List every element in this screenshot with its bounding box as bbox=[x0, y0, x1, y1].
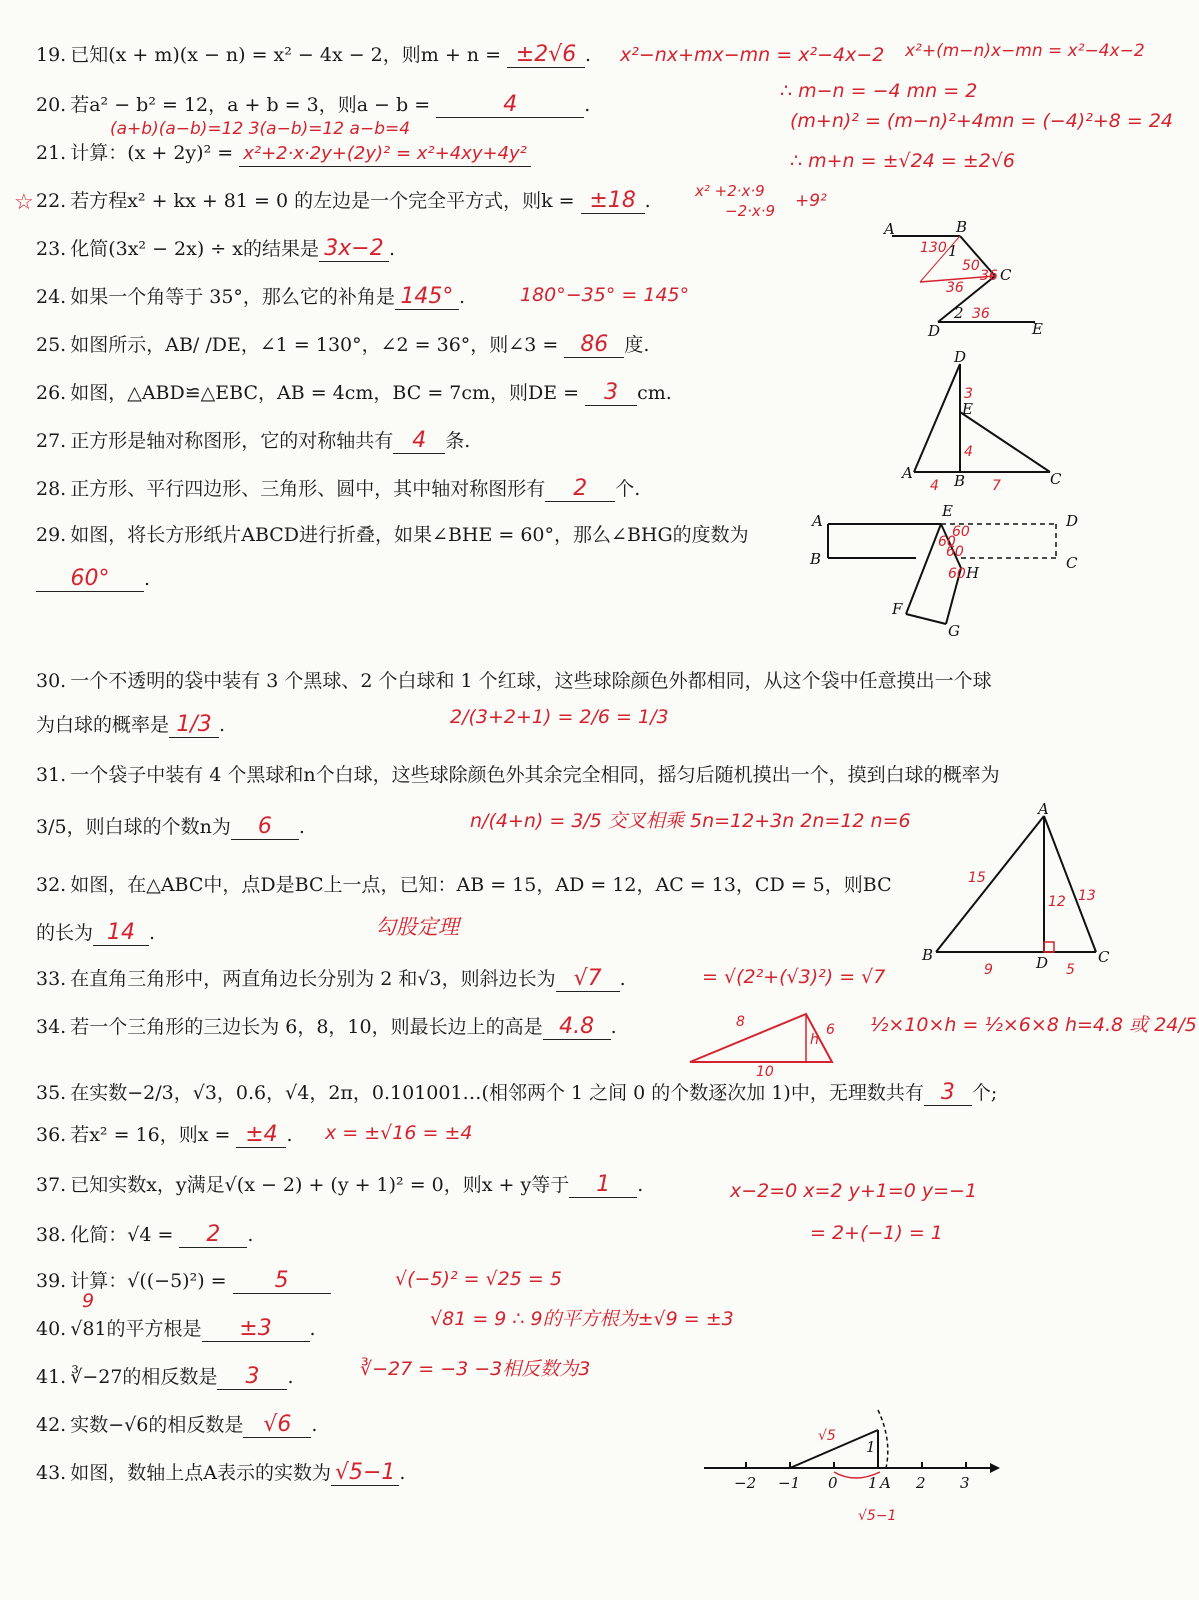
note-q19e: ∴ m+n = ±√24 = ±2√6 bbox=[790, 150, 1016, 172]
answer-blank: √7 bbox=[556, 967, 620, 992]
fig25-label-A: A bbox=[884, 220, 895, 238]
question-number: 22. bbox=[36, 190, 67, 212]
note-q37b: = 2+(−1) = 1 bbox=[810, 1222, 943, 1244]
answer-blank: 3x−2 bbox=[319, 237, 389, 262]
fig34-mark-10: 10 bbox=[756, 1064, 774, 1080]
fig25-label-B: B bbox=[956, 218, 968, 236]
question-text: 计算：√((−5)²) = bbox=[70, 1270, 233, 1292]
fig29-label-C: C bbox=[1066, 554, 1078, 572]
note-q41: ∛−27 = −3 −3相反数为3 bbox=[360, 1358, 591, 1380]
question-tail: . bbox=[584, 94, 591, 116]
question-tail: cm. bbox=[637, 382, 672, 404]
answer-blank: x²+2·x·2y+(2y)² = x²+4xy+4y² bbox=[239, 142, 531, 167]
question-number: 33. bbox=[36, 968, 67, 990]
question-continuation bbox=[36, 920, 155, 946]
question-number: 32. bbox=[36, 874, 67, 896]
fig43-tick-3: 3 bbox=[960, 1474, 970, 1492]
fig32-label-B: B bbox=[922, 946, 934, 964]
question-text: 如图，在△ABC中，点D是BC上一点，已知：AB = 15，AD = 12，AC = 13，CD = 5，则BC bbox=[70, 874, 892, 896]
fig34-mark-6: 6 bbox=[826, 1022, 835, 1038]
fig26-label-B: B bbox=[954, 472, 966, 490]
answer-blank: 3 bbox=[585, 381, 637, 406]
fig34-mark-8: 8 bbox=[736, 1014, 745, 1030]
note-q22a: x² +2·x·9 bbox=[695, 182, 765, 200]
answer-blank: √6 bbox=[243, 1413, 311, 1438]
note-q32: 勾股定理 bbox=[375, 915, 459, 939]
question-text: 如图，数轴上点A表示的实数为 bbox=[70, 1462, 331, 1484]
question-text: 在实数−2/3，√3，0.6，√4，2π，0.101001…(相邻两个 1 之间 0 的个数逐次加 1)中，无理数共有 bbox=[70, 1082, 924, 1104]
question-row bbox=[36, 1222, 253, 1248]
note-q19c: ∴ m−n = −4 mn = 2 bbox=[780, 80, 978, 102]
fig34-mark-h: h bbox=[810, 1032, 819, 1048]
question-tail: . bbox=[298, 816, 305, 838]
fig25-label-C: C bbox=[1000, 266, 1012, 284]
note-q22b: −2·x·9 bbox=[725, 202, 776, 220]
fig29-label-D: D bbox=[1066, 512, 1079, 530]
question-row bbox=[36, 1172, 643, 1198]
question-number: 25. bbox=[36, 334, 67, 356]
question-row bbox=[36, 1460, 405, 1486]
fig29-mark-60a: 60 bbox=[938, 534, 956, 550]
answer-blank: 4 bbox=[436, 93, 584, 118]
answer-blank: 60° bbox=[36, 567, 144, 592]
question-tail: . bbox=[619, 968, 626, 990]
question-number: 29. bbox=[36, 524, 67, 546]
question-tail: . bbox=[144, 568, 151, 590]
question-number: 23. bbox=[36, 238, 67, 260]
answer-blank: 2 bbox=[179, 1223, 247, 1248]
fig25-mark-36b: 36 bbox=[946, 280, 964, 296]
fig25-label-E: E bbox=[1032, 320, 1043, 338]
question-row bbox=[36, 92, 590, 118]
question-number: 27. bbox=[36, 430, 67, 452]
answer-blank: 4.8 bbox=[543, 1015, 611, 1040]
fig25-label-D: D bbox=[928, 322, 941, 340]
fig26-mark-7: 7 bbox=[992, 478, 1001, 494]
note-q19d: (m+n)² = (m−n)²+4mn = (−4)²+8 = 24 bbox=[790, 110, 1174, 132]
question-row bbox=[36, 284, 465, 310]
question-text: 化简(3x² − 2x) ÷ x的结果是 bbox=[70, 238, 319, 260]
question-text: 正方形是轴对称图形，它的对称轴共有 bbox=[70, 430, 394, 452]
question-row bbox=[36, 428, 470, 454]
question-text: 如图，△ABD≌△EBC，AB = 4cm，BC = 7cm，则DE = bbox=[70, 382, 586, 404]
question-tail: . bbox=[637, 1174, 644, 1196]
fig26-mark-3: 3 bbox=[964, 386, 973, 402]
answer-blank: ±2√6 bbox=[507, 43, 585, 68]
question-tail: . bbox=[610, 1016, 617, 1038]
answer-blank: 86 bbox=[564, 333, 624, 358]
question-tail: . bbox=[388, 238, 396, 260]
question-tail: . bbox=[219, 714, 226, 736]
fig43-mark-sqrt5: √5 bbox=[818, 1428, 836, 1444]
question-text-cont: 3/5，则白球的个数n为 bbox=[36, 816, 231, 838]
figure-34 bbox=[686, 1004, 846, 1080]
question-tail: . bbox=[644, 190, 651, 212]
fig32-mark-13: 13 bbox=[1078, 888, 1096, 904]
question-number: 24. bbox=[36, 286, 67, 308]
question-number: 41. bbox=[36, 1366, 67, 1388]
question-text: 计算：(x + 2y)² = bbox=[70, 142, 240, 164]
question-row bbox=[36, 1080, 997, 1106]
question-text: 一个袋子中装有 4 个黑球和n个白球，这些球除颜色外其余完全相同，摇匀后随机摸出一个，摸到白球的概率为 bbox=[70, 764, 1000, 786]
note-q40: √81 = 9 ∴ 9的平方根为±√9 = ±3 bbox=[430, 1308, 734, 1330]
note-q39: √(−5)² = √25 = 5 bbox=[395, 1268, 562, 1290]
fig29-label-B: B bbox=[810, 550, 822, 568]
question-text: √81的平方根是 bbox=[70, 1318, 202, 1340]
question-row bbox=[36, 1268, 331, 1294]
note-q36: x = ±√16 = ±4 bbox=[325, 1122, 473, 1144]
fig25-mark-36c: 36 bbox=[972, 306, 990, 322]
fig26-label-D: D bbox=[954, 348, 967, 366]
note-q31: n/(4+n) = 3/5 交叉相乘 5n=12+3n 2n=12 n=6 bbox=[470, 810, 911, 832]
question-row bbox=[36, 966, 626, 992]
question-number: 40. bbox=[36, 1318, 67, 1340]
figure-25 bbox=[880, 218, 1060, 342]
question-tail: . bbox=[458, 286, 465, 308]
question-tail: 个; bbox=[971, 1082, 998, 1104]
note-q33: = √(2²+(√3)²) = √7 bbox=[702, 966, 886, 988]
fig25-mark-130: 130 bbox=[920, 240, 947, 256]
fig25-mark-36a: 36 bbox=[980, 268, 998, 284]
question-row bbox=[36, 872, 892, 898]
question-tail: 个. bbox=[615, 478, 641, 500]
question-tail: . bbox=[286, 1124, 293, 1146]
question-continuation bbox=[36, 712, 225, 738]
answer-blank: 145° bbox=[395, 285, 459, 310]
fig26-label-E: E bbox=[962, 400, 973, 418]
question-number: 42. bbox=[36, 1414, 67, 1436]
question-row bbox=[36, 332, 649, 358]
question-text: 化简：√4 = bbox=[70, 1224, 180, 1246]
note-q19b: x²+(m−n)x−mn = x²−4x−2 bbox=[905, 41, 1145, 61]
question-tail: . bbox=[149, 922, 156, 944]
question-row bbox=[36, 188, 651, 214]
answer-blank: 14 bbox=[93, 921, 149, 946]
fig29-mark-60c: 60 bbox=[946, 544, 964, 560]
fig43-label-A: A bbox=[880, 1474, 891, 1492]
question-text: 如图所示，AB/ /DE，∠1 = 130°，∠2 = 36°，则∠3 = bbox=[70, 334, 565, 356]
question-tail: . bbox=[287, 1366, 294, 1388]
question-row bbox=[36, 42, 591, 68]
question-text: 若一个三角形的三边长为 6，8，10，则最长边上的高是 bbox=[70, 1016, 543, 1038]
question-continuation bbox=[36, 814, 305, 840]
note-q30: 2/(3+2+1) = 2/6 = 1/3 bbox=[450, 706, 669, 728]
question-text: 如图，将长方形纸片ABCD进行折叠，如果∠BHE = 60°，那么∠BHG的度数为 bbox=[70, 524, 749, 546]
fig43-mark-1: 1 bbox=[866, 1438, 876, 1456]
fig43-tick-0: 0 bbox=[828, 1474, 838, 1492]
question-text: ∛−27的相反数是 bbox=[70, 1366, 218, 1388]
question-row bbox=[36, 1364, 293, 1390]
note-q20: (a+b)(a−b)=12 3(a−b)=12 a−b=4 bbox=[110, 119, 411, 139]
fig43-tick-m2: −2 bbox=[734, 1474, 757, 1492]
question-number: 36. bbox=[36, 1124, 67, 1146]
question-tail: . bbox=[399, 1462, 406, 1484]
question-number: 39. bbox=[36, 1270, 67, 1292]
question-number: 35. bbox=[36, 1082, 67, 1104]
star-mark: ☆ bbox=[14, 190, 34, 215]
note-q22c: +9² bbox=[795, 191, 827, 211]
question-tail: . bbox=[247, 1224, 254, 1246]
question-continuation bbox=[36, 566, 150, 592]
figure-29 bbox=[806, 502, 1086, 641]
question-text: 一个不透明的袋中装有 3 个黑球、2 个白球和 1 个红球，这些球除颜色外都相同，从这个袋中任意摸出一个球 bbox=[70, 670, 992, 692]
fig29-mark-60d: 60 bbox=[948, 566, 966, 582]
fig32-label-A: A bbox=[1038, 800, 1049, 818]
question-text: 正方形、平行四边形、三角形、圆中，其中轴对称图形有 bbox=[70, 478, 546, 500]
question-number: 28. bbox=[36, 478, 67, 500]
question-row bbox=[36, 522, 749, 548]
question-text: 在直角三角形中，两直角边长分别为 2 和√3，则斜边长为 bbox=[70, 968, 556, 990]
question-row bbox=[36, 1122, 293, 1148]
question-tail: 度. bbox=[624, 334, 650, 356]
question-text: 若x² = 16，则x = bbox=[70, 1124, 237, 1146]
question-number: 38. bbox=[36, 1224, 67, 1246]
question-number: 19. bbox=[36, 44, 67, 66]
fig25-label-2: 2 bbox=[954, 304, 964, 322]
note-q40-top: 9 bbox=[82, 1290, 95, 1312]
fig26-label-C: C bbox=[1050, 470, 1062, 488]
fig26-mark-4b: 4 bbox=[930, 478, 939, 494]
question-number: 34. bbox=[36, 1016, 67, 1038]
question-row bbox=[36, 1412, 317, 1438]
question-text: 若方程x² + kx + 81 = 0 的左边是一个完全平方式，则k = bbox=[70, 190, 581, 212]
question-text-cont: 为白球的概率是 bbox=[36, 714, 170, 736]
question-row bbox=[36, 380, 672, 406]
question-text: 如果一个角等于 35°，那么它的补角是 bbox=[70, 286, 395, 308]
figure-43 bbox=[700, 1410, 1010, 1530]
fig32-label-D: D bbox=[1036, 954, 1049, 972]
question-tail: . bbox=[309, 1318, 316, 1340]
question-row bbox=[36, 236, 395, 262]
answer-blank: 3 bbox=[217, 1365, 287, 1390]
answer-blank: ±4 bbox=[236, 1123, 286, 1148]
answer-blank: ±18 bbox=[581, 189, 645, 214]
note-q19a: x²−nx+mx−mn = x²−4x−2 bbox=[620, 44, 885, 66]
question-tail: . bbox=[311, 1414, 318, 1436]
question-number: 26. bbox=[36, 382, 67, 404]
question-row bbox=[36, 1014, 617, 1040]
fig26-label-A: A bbox=[902, 464, 913, 482]
fig26-mark-4a: 4 bbox=[964, 444, 973, 460]
fig25-label-1: 1 bbox=[948, 242, 958, 260]
fig43-tick-2: 2 bbox=[916, 1474, 926, 1492]
question-number: 30. bbox=[36, 670, 67, 692]
fig29-label-E: E bbox=[942, 502, 953, 520]
question-number: 37. bbox=[36, 1174, 67, 1196]
answer-blank: 5 bbox=[233, 1269, 331, 1294]
question-row bbox=[36, 476, 640, 502]
question-number: 20. bbox=[36, 94, 67, 116]
fig43-tick-m1: −1 bbox=[778, 1474, 801, 1492]
fig32-mark-15: 15 bbox=[968, 870, 986, 886]
figure-26 bbox=[900, 348, 1070, 494]
fig29-label-H: H bbox=[966, 564, 980, 582]
answer-blank: 3 bbox=[924, 1081, 972, 1106]
question-number: 43. bbox=[36, 1462, 67, 1484]
question-row bbox=[36, 762, 1000, 788]
fig25-mark-50: 50 bbox=[962, 258, 980, 274]
answer-blank: 6 bbox=[231, 815, 299, 840]
question-text: 已知(x + m)(x − n) = x² − 4x − 2，则m + n = bbox=[70, 44, 508, 66]
fig29-label-F: F bbox=[892, 600, 903, 618]
fig32-label-C: C bbox=[1098, 948, 1110, 966]
note-q34: ½×10×h = ½×6×8 h=4.8 或 24/5 bbox=[870, 1014, 1197, 1036]
fig32-mark-12: 12 bbox=[1048, 894, 1066, 910]
fig32-mark-9: 9 bbox=[984, 962, 993, 978]
question-text: 实数−√6的相反数是 bbox=[70, 1414, 244, 1436]
answer-blank: 4 bbox=[393, 429, 445, 454]
question-row bbox=[36, 140, 531, 167]
answer-blank: √5−1 bbox=[331, 1461, 399, 1486]
question-tail: . bbox=[585, 44, 592, 66]
figure-32 bbox=[918, 800, 1118, 986]
fig29-mark-60b: 60 bbox=[952, 524, 970, 540]
note-q37a: x−2=0 x=2 y+1=0 y=−1 bbox=[730, 1180, 978, 1202]
answer-blank: 1/3 bbox=[169, 713, 219, 738]
answer-blank: 2 bbox=[545, 477, 615, 502]
fig43-mark-sqrt5-1: √5−1 bbox=[858, 1508, 897, 1524]
fig29-label-G: G bbox=[948, 622, 960, 640]
answer-blank: ±3 bbox=[202, 1317, 310, 1342]
question-text-cont: 的长为 bbox=[36, 922, 94, 944]
answer-blank: 1 bbox=[569, 1173, 637, 1198]
note-q24: 180°−35° = 145° bbox=[520, 284, 690, 306]
question-number: 21. bbox=[36, 142, 67, 164]
fig29-label-A: A bbox=[812, 512, 823, 530]
question-row bbox=[36, 1316, 316, 1342]
fig32-mark-5: 5 bbox=[1066, 962, 1075, 978]
question-text: 若a² − b² = 12，a + b = 3，则a − b = bbox=[70, 94, 437, 116]
fig43-tick-1: 1 bbox=[868, 1474, 878, 1492]
question-row bbox=[36, 668, 992, 694]
question-number: 31. bbox=[36, 764, 67, 786]
question-tail: 条. bbox=[445, 430, 471, 452]
question-text: 已知实数x，y满足√(x − 2) + (y + 1)² = 0，则x + y等于 bbox=[70, 1174, 570, 1196]
